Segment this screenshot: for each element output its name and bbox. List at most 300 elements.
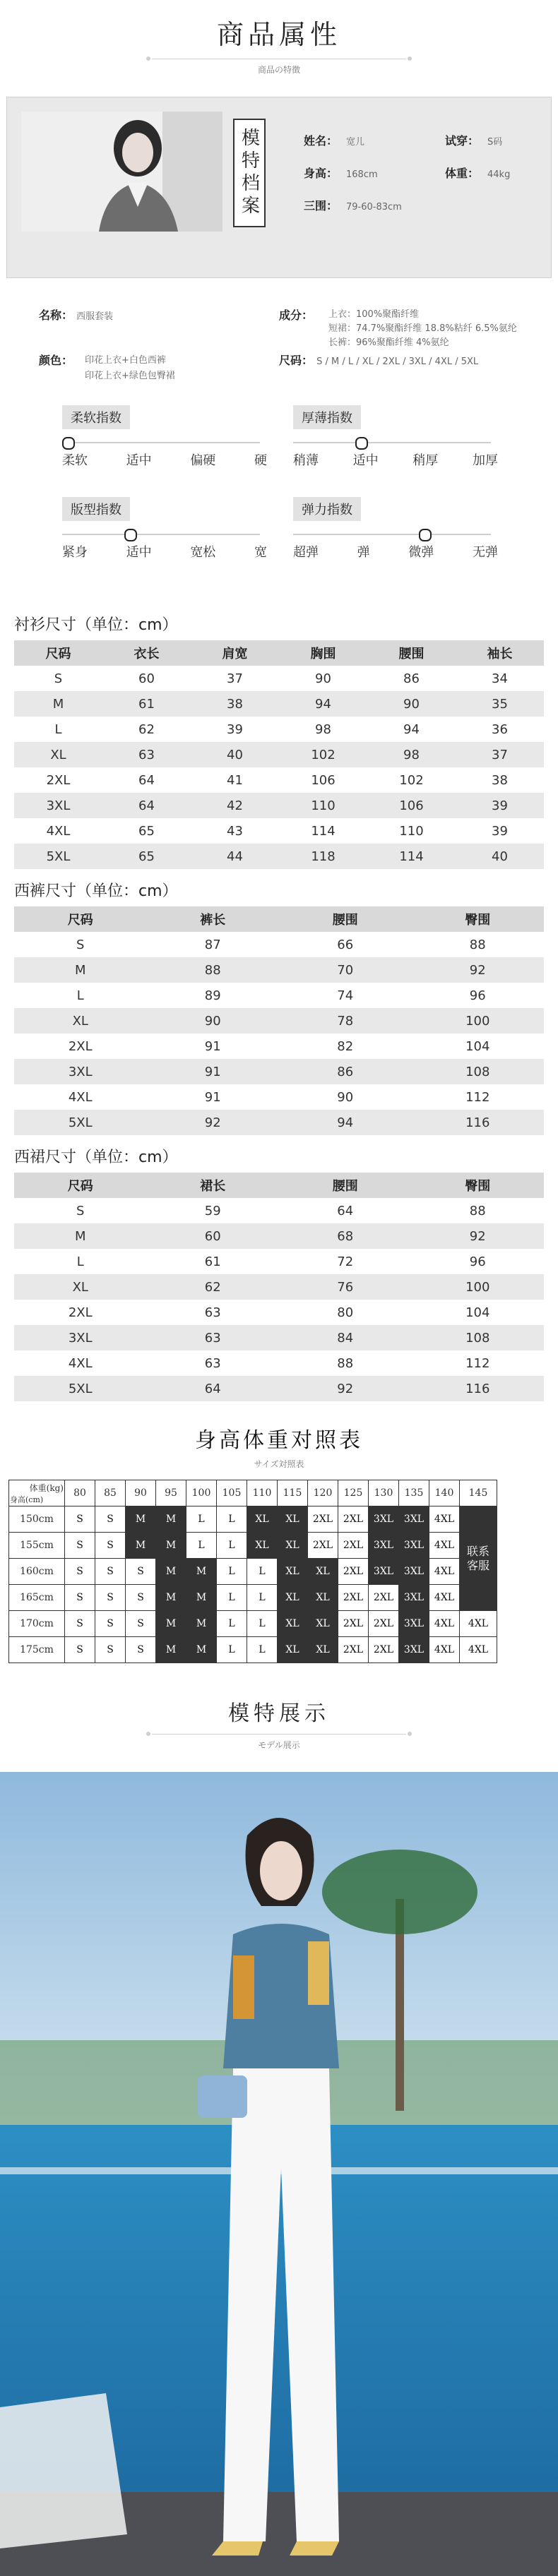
attributes-section bbox=[0, 306, 558, 603]
weight-header-cell: 135 bbox=[399, 1480, 429, 1506]
stretch-label-0: 超弹 bbox=[293, 545, 319, 560]
bust-label: 三围： bbox=[304, 199, 338, 212]
skirt-header-cell: 尺码 bbox=[14, 1173, 147, 1198]
skirt-cell: 116 bbox=[412, 1376, 545, 1401]
table-row bbox=[14, 666, 544, 691]
soft-index-title: 柔软指数 bbox=[62, 405, 130, 429]
composition-top: 上衣：100%聚酯纤维 bbox=[328, 309, 420, 320]
table-row bbox=[14, 793, 544, 818]
size-cell: M bbox=[186, 1585, 217, 1611]
skirt-table-title: 西裙尺寸（单位：cm） bbox=[14, 1149, 178, 1166]
size-cell: 2XL bbox=[338, 1585, 369, 1611]
table-row bbox=[9, 1585, 497, 1611]
size-cell: 2XL bbox=[369, 1637, 399, 1663]
shirt-cell: 102 bbox=[367, 767, 456, 793]
skirt-cell: 72 bbox=[279, 1249, 412, 1274]
pants-cell: 5XL bbox=[14, 1110, 147, 1135]
shirt-cell: 106 bbox=[279, 767, 367, 793]
fit-index-track bbox=[62, 534, 260, 535]
size-cell: 2XL bbox=[308, 1506, 338, 1533]
shirt-cell: 37 bbox=[191, 666, 279, 691]
shirt-header-cell: 尺码 bbox=[14, 640, 102, 666]
skirt-size-table bbox=[14, 1173, 544, 1401]
product-name-value: 西服套装 bbox=[76, 311, 114, 322]
table-row bbox=[14, 1249, 544, 1274]
size-cell: 4XL bbox=[460, 1637, 497, 1663]
skirt-cell: 3XL bbox=[14, 1325, 147, 1350]
size-cell: 3XL bbox=[399, 1506, 429, 1533]
pants-cell: 90 bbox=[147, 1008, 280, 1034]
shirt-cell: 118 bbox=[279, 844, 367, 869]
skirt-cell: 64 bbox=[147, 1376, 280, 1401]
height-axis-label: 身高(cm) bbox=[10, 1494, 44, 1504]
model-photo bbox=[21, 112, 222, 232]
table-row bbox=[14, 1198, 544, 1223]
weight-header-cell: 90 bbox=[126, 1480, 156, 1506]
size-cell: L bbox=[217, 1533, 247, 1559]
weight-header-cell: 105 bbox=[217, 1480, 247, 1506]
thickness-index-track bbox=[293, 442, 491, 443]
pants-table-title: 西裤尺寸（单位：cm） bbox=[14, 882, 178, 900]
skirt-cell: 80 bbox=[279, 1300, 412, 1325]
skirt-size-section bbox=[0, 1145, 558, 1401]
size-cell: S bbox=[95, 1637, 126, 1663]
composition-pants: 长裤：96%聚酯纤维 4%氨纶 bbox=[328, 337, 449, 348]
pants-cell: 70 bbox=[279, 957, 412, 983]
size-cell: 4XL bbox=[429, 1637, 460, 1663]
pants-cell: 78 bbox=[279, 1008, 412, 1034]
weight-axis-label: 体重(kg) bbox=[29, 1482, 64, 1493]
fit-label-2: 宽松 bbox=[190, 545, 216, 560]
weight-header-cell: 140 bbox=[429, 1480, 460, 1506]
shirt-table-title: 衬衫尺寸（单位：cm） bbox=[14, 616, 178, 634]
shirt-cell: 60 bbox=[102, 666, 191, 691]
height-cell: 160cm bbox=[9, 1559, 65, 1585]
pants-cell: L bbox=[14, 983, 147, 1008]
skirt-cell: 62 bbox=[147, 1274, 280, 1300]
size-cell: S bbox=[95, 1585, 126, 1611]
size-cell: S bbox=[95, 1611, 126, 1637]
weight-header-cell: 115 bbox=[278, 1480, 308, 1506]
shirt-cell: 90 bbox=[367, 691, 456, 717]
skirt-cell: L bbox=[14, 1249, 147, 1274]
shirt-cell: 110 bbox=[367, 818, 456, 844]
shirt-cell: 38 bbox=[456, 767, 544, 793]
size-cell: 3XL bbox=[399, 1585, 429, 1611]
size-cell: XL bbox=[247, 1533, 278, 1559]
pants-cell: 89 bbox=[147, 983, 280, 1008]
shirt-cell: 114 bbox=[279, 818, 367, 844]
skirt-cell: 63 bbox=[147, 1300, 280, 1325]
stretch-index-track bbox=[293, 534, 491, 535]
pants-cell: 87 bbox=[147, 932, 280, 957]
size-cell: M bbox=[186, 1611, 217, 1637]
shirt-cell: 38 bbox=[191, 691, 279, 717]
try-size-label: 试穿： bbox=[445, 134, 480, 148]
pants-cell: 92 bbox=[147, 1110, 280, 1135]
showcase-header bbox=[0, 1696, 558, 1751]
size-cell: L bbox=[247, 1637, 278, 1663]
skirt-cell: 4XL bbox=[14, 1350, 147, 1376]
size-cell: 3XL bbox=[369, 1559, 399, 1585]
hw-subtitle: サイズ対照表 bbox=[254, 1459, 304, 1469]
skirt-cell: 2XL bbox=[14, 1300, 147, 1325]
shirt-cell: L bbox=[14, 717, 102, 742]
shirt-header-cell: 衣长 bbox=[102, 640, 191, 666]
size-cell: S bbox=[95, 1506, 126, 1533]
shirt-cell: 110 bbox=[279, 793, 367, 818]
size-list-value: S / M / L / XL / 2XL / 3XL / 4XL / 5XL bbox=[316, 357, 479, 367]
size-cell: XL bbox=[308, 1637, 338, 1663]
size-cell: 4XL bbox=[429, 1585, 460, 1611]
size-cell: 2XL bbox=[338, 1637, 369, 1663]
size-cell: L bbox=[217, 1637, 247, 1663]
skirt-cell: M bbox=[14, 1223, 147, 1249]
skirt-cell: 61 bbox=[147, 1249, 280, 1274]
size-cell: 2XL bbox=[369, 1585, 399, 1611]
size-cell: 2XL bbox=[338, 1506, 369, 1533]
size-cell: S bbox=[65, 1585, 95, 1611]
weight-header-cell: 145 bbox=[460, 1480, 497, 1506]
size-cell: S bbox=[95, 1559, 126, 1585]
soft-label-3: 硬 bbox=[254, 453, 267, 468]
shirt-cell: 5XL bbox=[14, 844, 102, 869]
weight-header-cell: 100 bbox=[186, 1480, 217, 1506]
color-option-2: 印花上衣+绿色包臀裙 bbox=[85, 371, 175, 381]
shirt-cell: 34 bbox=[456, 666, 544, 691]
shirt-cell: 64 bbox=[102, 793, 191, 818]
shirt-header-cell: 袖长 bbox=[456, 640, 544, 666]
pants-header-cell: 尺码 bbox=[14, 906, 147, 932]
table-row bbox=[14, 767, 544, 793]
size-cell: M bbox=[186, 1559, 217, 1585]
skirt-cell: 64 bbox=[279, 1198, 412, 1223]
size-cell: 2XL bbox=[338, 1559, 369, 1585]
soft-label-0: 柔软 bbox=[62, 453, 88, 468]
composition-label: 成分： bbox=[279, 308, 314, 322]
shirt-size-table bbox=[14, 640, 544, 869]
size-cell: S bbox=[65, 1506, 95, 1533]
weight-label: 体重： bbox=[445, 167, 480, 180]
thickness-index-title: 厚薄指数 bbox=[293, 405, 361, 429]
fit-label-0: 紧身 bbox=[62, 545, 88, 560]
shirt-cell: 44 bbox=[191, 844, 279, 869]
size-cell: M bbox=[186, 1637, 217, 1663]
shirt-cell: 37 bbox=[456, 742, 544, 767]
weight-header-cell: 110 bbox=[247, 1480, 278, 1506]
weight-header-cell: 120 bbox=[308, 1480, 338, 1506]
size-cell: 4XL bbox=[429, 1559, 460, 1585]
archive-label-box bbox=[233, 119, 266, 227]
shirt-cell: S bbox=[14, 666, 102, 691]
pants-cell: 3XL bbox=[14, 1059, 147, 1084]
size-cell: XL bbox=[308, 1611, 338, 1637]
hw-section bbox=[0, 1480, 558, 1663]
try-size-value: S码 bbox=[487, 137, 503, 148]
pants-cell: 116 bbox=[412, 1110, 545, 1135]
shirt-cell: 90 bbox=[279, 666, 367, 691]
table-row bbox=[14, 1059, 544, 1084]
shirt-cell: XL bbox=[14, 742, 102, 767]
name-value: 宽儿 bbox=[346, 137, 365, 148]
size-cell: 2XL bbox=[308, 1533, 338, 1559]
shirt-cell: 40 bbox=[191, 742, 279, 767]
size-cell: L bbox=[247, 1559, 278, 1585]
size-list-label: 尺码： bbox=[279, 354, 314, 367]
stretch-label-1: 弹 bbox=[357, 545, 370, 560]
size-cell: XL bbox=[278, 1559, 308, 1585]
shirt-cell: 3XL bbox=[14, 793, 102, 818]
skirt-cell: XL bbox=[14, 1274, 147, 1300]
pants-cell: 66 bbox=[279, 932, 412, 957]
size-cell: S bbox=[65, 1533, 95, 1559]
size-cell: S bbox=[65, 1559, 95, 1585]
pants-cell: 88 bbox=[147, 957, 280, 983]
size-cell: L bbox=[217, 1506, 247, 1533]
shirt-cell: 35 bbox=[456, 691, 544, 717]
size-cell: M bbox=[156, 1506, 186, 1533]
size-cell: S bbox=[126, 1559, 156, 1585]
size-cell: 2XL bbox=[338, 1611, 369, 1637]
pants-cell: 104 bbox=[412, 1034, 545, 1059]
size-cell: 3XL bbox=[399, 1533, 429, 1559]
table-row bbox=[14, 1223, 544, 1249]
shirt-cell: 2XL bbox=[14, 767, 102, 793]
size-cell: S bbox=[126, 1611, 156, 1637]
skirt-cell: 63 bbox=[147, 1325, 280, 1350]
table-row bbox=[14, 1008, 544, 1034]
hw-corner-cell bbox=[9, 1480, 65, 1506]
size-cell: 3XL bbox=[369, 1506, 399, 1533]
table-row bbox=[14, 1034, 544, 1059]
size-cell: L bbox=[186, 1533, 217, 1559]
size-cell: M bbox=[156, 1611, 186, 1637]
thick-label-0: 稍薄 bbox=[293, 453, 319, 468]
fit-label-1: 适中 bbox=[126, 545, 152, 560]
shirt-cell: 39 bbox=[456, 818, 544, 844]
size-cell: XL bbox=[278, 1506, 308, 1533]
shirt-cell: 63 bbox=[102, 742, 191, 767]
size-cell: XL bbox=[308, 1585, 338, 1611]
fit-index-marker bbox=[124, 529, 137, 541]
size-cell: XL bbox=[278, 1533, 308, 1559]
shirt-cell: 106 bbox=[367, 793, 456, 818]
size-cell: XL bbox=[278, 1585, 308, 1611]
size-cell: M bbox=[156, 1533, 186, 1559]
pants-cell: S bbox=[14, 932, 147, 957]
shirt-cell: 41 bbox=[191, 767, 279, 793]
hw-header bbox=[0, 1422, 558, 1470]
shirt-cell: 94 bbox=[367, 717, 456, 742]
shirt-size-section bbox=[0, 613, 558, 869]
skirt-cell: 60 bbox=[147, 1223, 280, 1249]
color-label: 颜色： bbox=[39, 354, 73, 367]
size-cell: L bbox=[247, 1611, 278, 1637]
shirt-cell: 62 bbox=[102, 717, 191, 742]
table-row bbox=[14, 844, 544, 869]
fit-index bbox=[62, 497, 274, 561]
showcase-divider bbox=[152, 1734, 406, 1735]
size-cell: S bbox=[126, 1585, 156, 1611]
soft-label-2: 偏硬 bbox=[190, 453, 216, 468]
table-row bbox=[14, 717, 544, 742]
height-cell: 175cm bbox=[9, 1637, 65, 1663]
skirt-header-cell: 裙长 bbox=[147, 1173, 280, 1198]
soft-index bbox=[62, 405, 274, 469]
pants-size-section bbox=[0, 879, 558, 1135]
size-cell: L bbox=[247, 1585, 278, 1611]
size-cell: L bbox=[217, 1559, 247, 1585]
height-label: 身高： bbox=[304, 167, 338, 180]
skirt-cell: 76 bbox=[279, 1274, 412, 1300]
height-cell: 170cm bbox=[9, 1611, 65, 1637]
table-row bbox=[14, 691, 544, 717]
pants-header-cell: 臀围 bbox=[412, 906, 545, 932]
hw-title: 身高体重对照表 bbox=[195, 1428, 363, 1453]
size-cell: M bbox=[126, 1533, 156, 1559]
skirt-cell: 96 bbox=[412, 1249, 545, 1274]
weight-header-cell: 85 bbox=[95, 1480, 126, 1506]
skirt-cell: 92 bbox=[412, 1223, 545, 1249]
pants-cell: 74 bbox=[279, 983, 412, 1008]
table-row bbox=[14, 1084, 544, 1110]
size-cell: S bbox=[65, 1637, 95, 1663]
height-value: 168cm bbox=[346, 169, 378, 180]
thick-label-3: 加厚 bbox=[472, 453, 498, 468]
pants-cell: 88 bbox=[412, 932, 545, 957]
skirt-cell: 104 bbox=[412, 1300, 545, 1325]
size-cell: M bbox=[156, 1559, 186, 1585]
pants-cell: 4XL bbox=[14, 1084, 147, 1110]
section-subtitle: 商品の特徴 bbox=[257, 65, 300, 75]
size-cell: S bbox=[65, 1611, 95, 1637]
pants-cell: 82 bbox=[279, 1034, 412, 1059]
size-cell: 4XL bbox=[429, 1611, 460, 1637]
pants-header-cell: 裤长 bbox=[147, 906, 280, 932]
skirt-cell: 88 bbox=[412, 1198, 545, 1223]
size-cell: 3XL bbox=[399, 1611, 429, 1637]
attr-header bbox=[0, 0, 558, 76]
stretch-index-title: 弹力指数 bbox=[293, 497, 361, 521]
table-row bbox=[14, 1350, 544, 1376]
shirt-cell: 64 bbox=[102, 767, 191, 793]
contact-service-cell: 联系客服 bbox=[460, 1506, 497, 1611]
model-showcase-photo bbox=[0, 1772, 558, 2576]
skirt-cell: 63 bbox=[147, 1350, 280, 1376]
pants-cell: 91 bbox=[147, 1034, 280, 1059]
size-cell: XL bbox=[278, 1637, 308, 1663]
table-row bbox=[9, 1559, 497, 1585]
bust-value: 79-60-83cm bbox=[346, 202, 402, 212]
size-cell: 4XL bbox=[460, 1611, 497, 1637]
skirt-cell: S bbox=[14, 1198, 147, 1223]
size-cell: 3XL bbox=[399, 1637, 429, 1663]
thickness-index-marker bbox=[355, 437, 368, 450]
shirt-cell: 98 bbox=[279, 717, 367, 742]
stretch-index bbox=[293, 497, 505, 561]
fit-label-3: 宽 bbox=[254, 545, 267, 560]
skirt-header-cell: 腰围 bbox=[279, 1173, 412, 1198]
size-cell: XL bbox=[247, 1506, 278, 1533]
weight-header-cell: 95 bbox=[156, 1480, 186, 1506]
height-cell: 150cm bbox=[9, 1506, 65, 1533]
skirt-cell: 88 bbox=[279, 1350, 412, 1376]
shirt-cell: 42 bbox=[191, 793, 279, 818]
weight-value: 44kg bbox=[487, 169, 511, 180]
pants-cell: M bbox=[14, 957, 147, 983]
size-cell: 3XL bbox=[399, 1559, 429, 1585]
size-cell: S bbox=[95, 1533, 126, 1559]
shirt-cell: 40 bbox=[456, 844, 544, 869]
skirt-cell: 5XL bbox=[14, 1376, 147, 1401]
showcase-subtitle: モデル展示 bbox=[258, 1740, 300, 1750]
skirt-cell: 84 bbox=[279, 1325, 412, 1350]
model-card bbox=[6, 97, 552, 278]
shirt-cell: 86 bbox=[367, 666, 456, 691]
shirt-cell: 4XL bbox=[14, 818, 102, 844]
skirt-cell: 59 bbox=[147, 1198, 280, 1223]
height-cell: 155cm bbox=[9, 1533, 65, 1559]
size-cell: XL bbox=[278, 1611, 308, 1637]
table-row bbox=[14, 1300, 544, 1325]
shirt-cell: 102 bbox=[279, 742, 367, 767]
pants-cell: 2XL bbox=[14, 1034, 147, 1059]
size-cell: 4XL bbox=[429, 1533, 460, 1559]
pants-cell: 91 bbox=[147, 1084, 280, 1110]
shirt-header-cell: 胸围 bbox=[279, 640, 367, 666]
size-cell: S bbox=[126, 1637, 156, 1663]
table-row bbox=[14, 1325, 544, 1350]
weight-header-cell: 125 bbox=[338, 1480, 369, 1506]
skirt-cell: 100 bbox=[412, 1274, 545, 1300]
shirt-cell: 98 bbox=[367, 742, 456, 767]
table-row bbox=[14, 1274, 544, 1300]
stretch-label-3: 无弹 bbox=[472, 545, 498, 560]
archive-label: 模特档案 bbox=[238, 128, 260, 218]
shirt-cell: 65 bbox=[102, 818, 191, 844]
stretch-label-2: 微弹 bbox=[408, 545, 434, 560]
table-row bbox=[14, 1376, 544, 1401]
skirt-cell: 92 bbox=[279, 1376, 412, 1401]
table-row bbox=[14, 742, 544, 767]
size-cell: 2XL bbox=[369, 1611, 399, 1637]
size-cell: L bbox=[186, 1506, 217, 1533]
height-weight-table bbox=[8, 1480, 497, 1663]
shirt-header-cell: 腰围 bbox=[367, 640, 456, 666]
soft-index-marker bbox=[62, 437, 75, 450]
pants-cell: XL bbox=[14, 1008, 147, 1034]
weight-header-cell: 130 bbox=[369, 1480, 399, 1506]
size-cell: 4XL bbox=[429, 1506, 460, 1533]
pants-cell: 96 bbox=[412, 983, 545, 1008]
shirt-cell: 114 bbox=[367, 844, 456, 869]
pants-cell: 94 bbox=[279, 1110, 412, 1135]
shirt-cell: 94 bbox=[279, 691, 367, 717]
shirt-cell: M bbox=[14, 691, 102, 717]
product-name-label: 名称： bbox=[39, 308, 73, 322]
table-row bbox=[14, 957, 544, 983]
size-cell: 3XL bbox=[369, 1533, 399, 1559]
name-label: 姓名： bbox=[304, 134, 338, 148]
pants-cell: 92 bbox=[412, 957, 545, 983]
size-cell: 2XL bbox=[338, 1533, 369, 1559]
pants-cell: 91 bbox=[147, 1059, 280, 1084]
shirt-cell: 65 bbox=[102, 844, 191, 869]
table-row bbox=[14, 1110, 544, 1135]
thick-label-1: 适中 bbox=[352, 453, 379, 468]
table-row bbox=[9, 1533, 497, 1559]
pants-cell: 108 bbox=[412, 1059, 545, 1084]
